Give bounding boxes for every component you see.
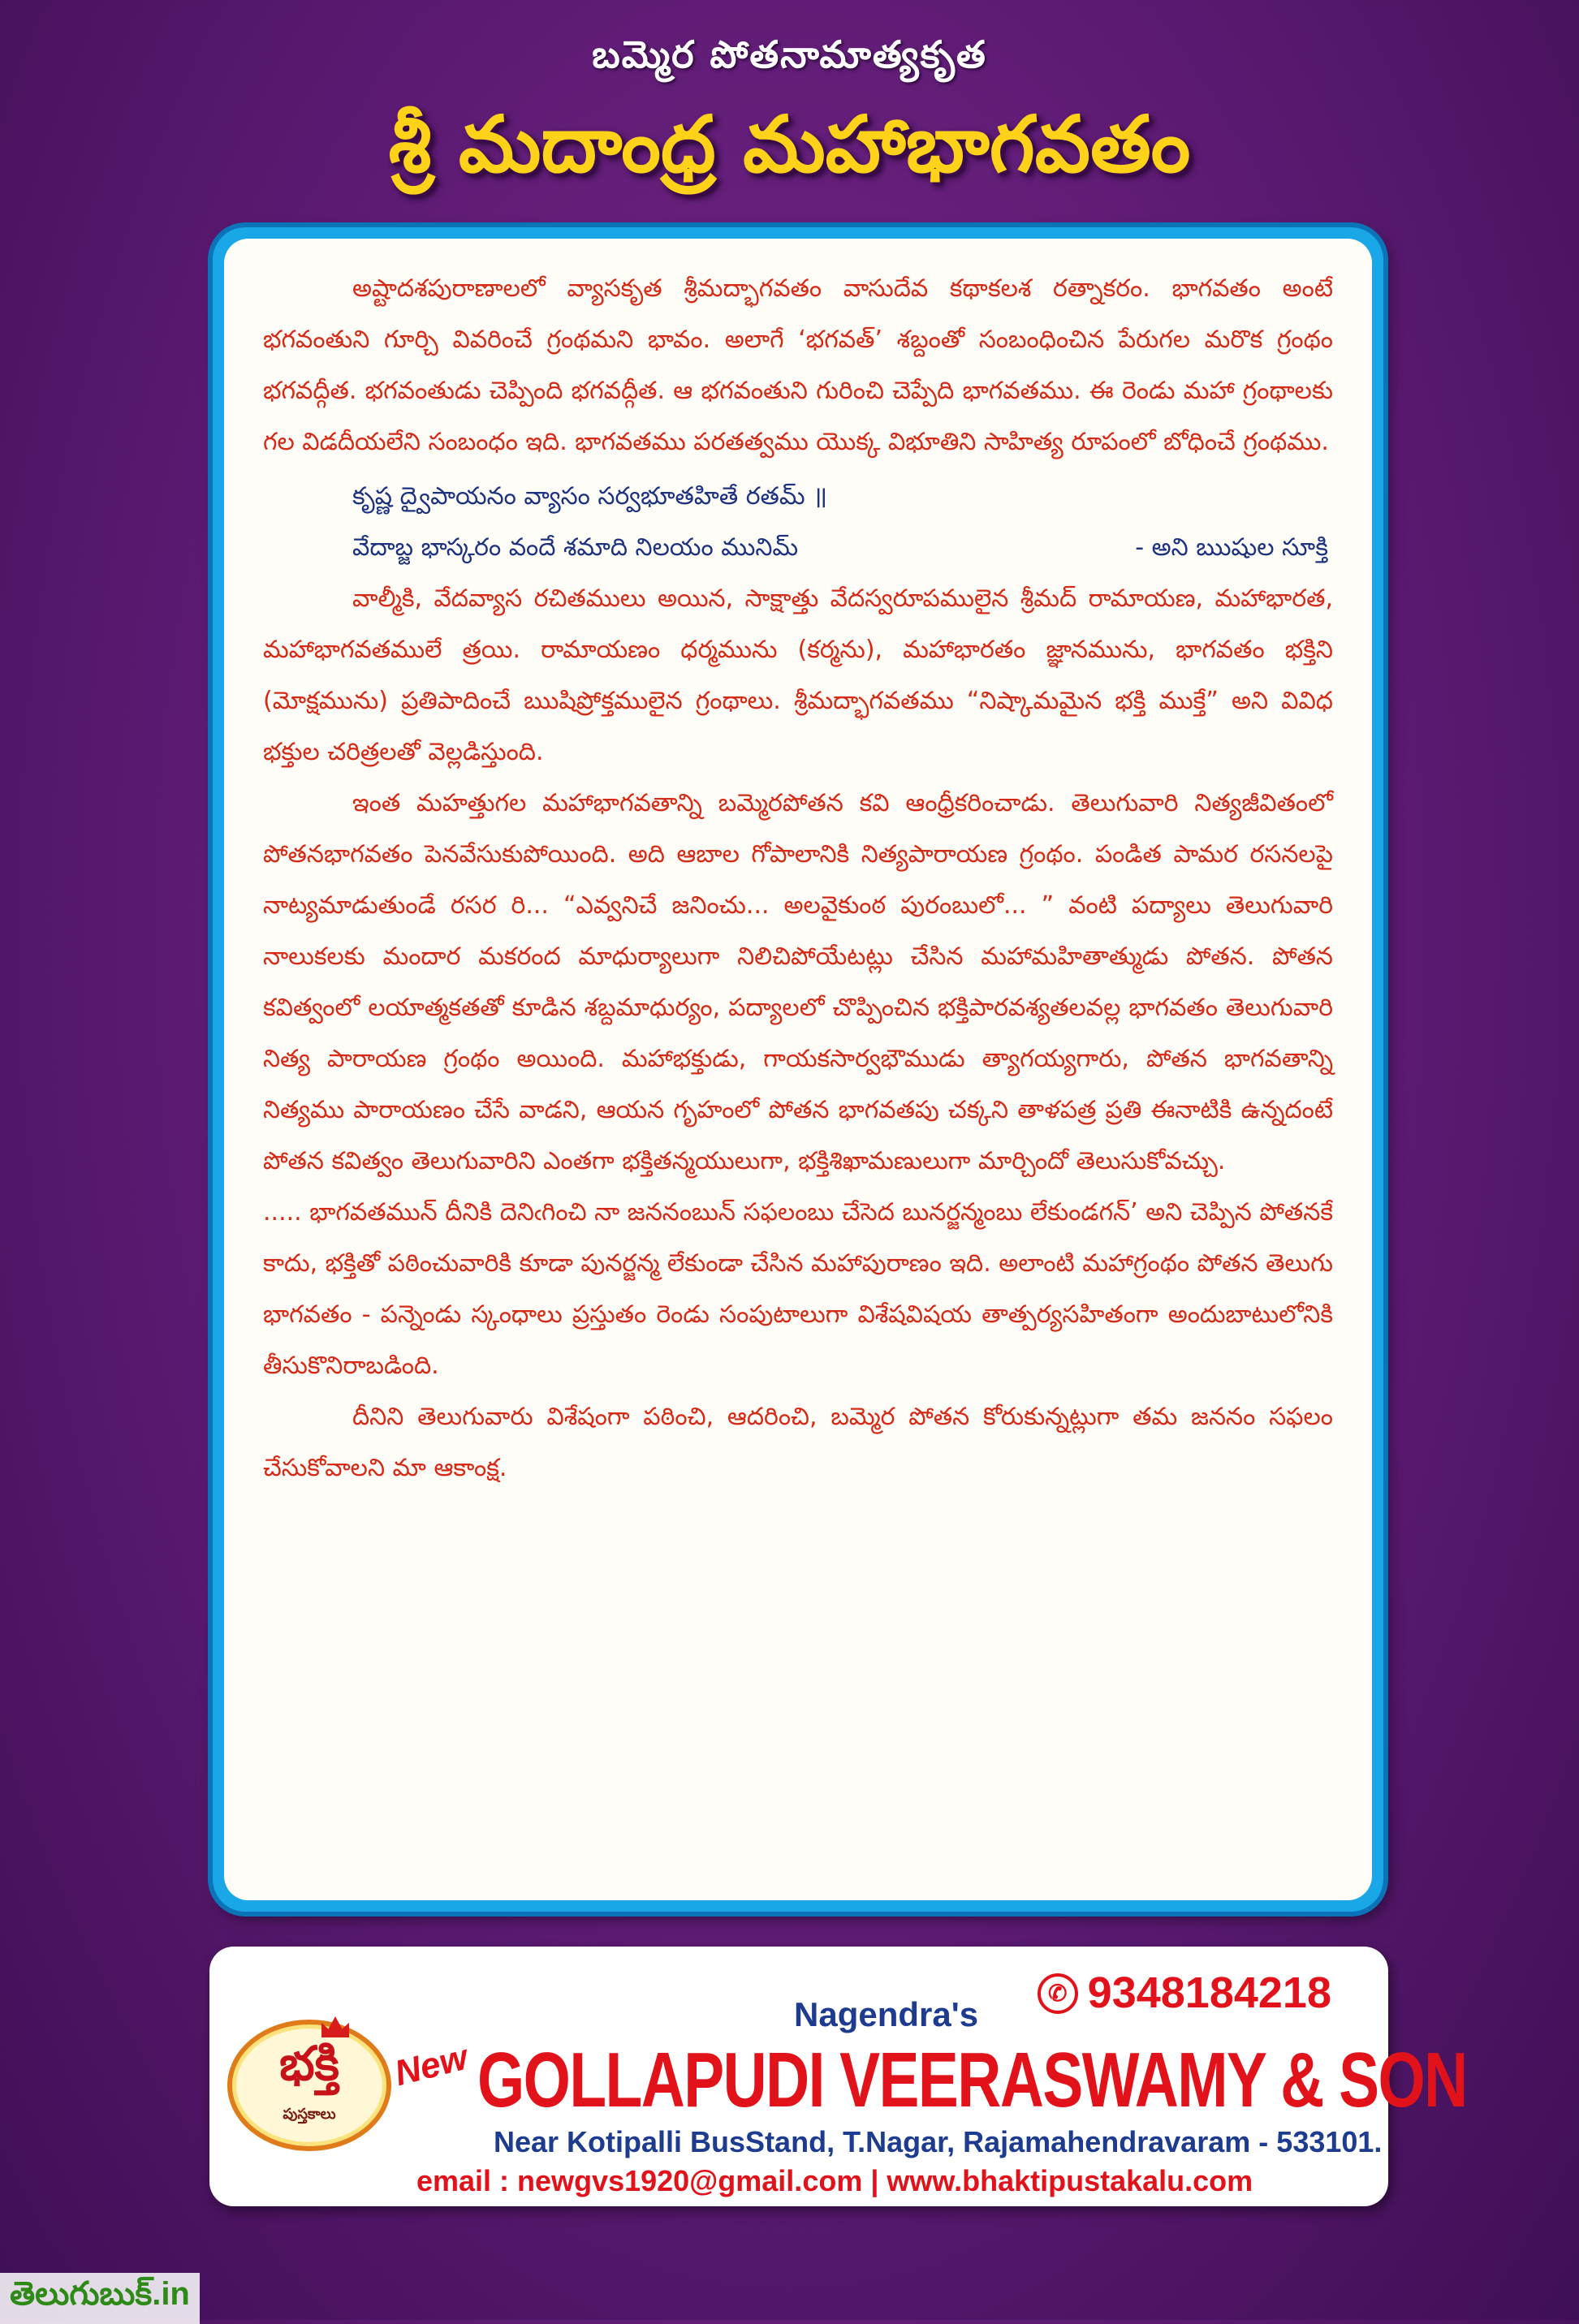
site-watermark: తెలుగుబుక్.in bbox=[0, 2273, 200, 2324]
bhakti-logo bbox=[227, 2020, 391, 2151]
sanskrit-verse bbox=[352, 471, 1333, 573]
paragraph-3: ఇంత మహత్తుగల మహాభాగవతాన్ని బమ్మెరపోతన కవి ఆంధ్రీకరించాడు. తెలుగువారి నిత్యజీవితంలో పోతనభాగవతం పెనవేసుకుపోయింది. అది ఆబాల గోపాలానికి నిత్యపారాయణ గ్రంథం. పండిత పామర రసనలపై నాట్యమాడుతుండే రసర రి... “ఎవ్వనిచే జనించు... అలవైకుంఠ పురంబులో... ” వంటి పద్యాలు తెలుగువారి నాలుకలకు మందార మకరంద మాధుర్యాలుగా నిలిచిపోయేటట్లు చేసిన మహామహితాత్ముడు పోతన. పోతన కవిత్వంలో లయాత్మకతతో కూడిన శబ్దమాధుర్యం, పద్యాలలో చొప్పించిన భక్తిపారవశ్యతలవల్ల భాగవతం తెలుగువారి నిత్య పారాయణ గ్రంథం అయింది. మహాభక్తుడు, గాయకసార్వభౌముడు త్యాగయ్యగారు, పోతన భాగవతాన్ని నిత్యము పారాయణం చేసే వాడని, ఆయన గృహంలో పోతన భాగవతపు చక్కని తాళపత్ర ప్రతి ఈనాటికి ఉన్నదంటే పోతన కవిత్వం తెలుగువారిని ఎంతగా భక్తితన్మయులుగా, భక్తిశిఖామణులుగా మార్చిందో తెలుసుకోవచ్చు. bbox=[263, 789, 1333, 1175]
logo-subtext: పుస్తకాలు bbox=[283, 2106, 336, 2123]
phone-icon: ✆ bbox=[1038, 1973, 1078, 2014]
book-subtitle: బమ్మెర పోతనామాత్యకృత bbox=[592, 32, 987, 76]
publisher-name: GOLLAPUDI VEERASWAMY & SON bbox=[477, 2037, 1467, 2124]
verse-line-1: కృష్ణ ద్వైపాయనం వ్యాసం సర్వభూతహితే రతమ్ ॥ bbox=[352, 482, 828, 511]
paragraph-5: దీనిని తెలుగువారు విశేషంగా పఠించి, ఆదరించి, బమ్మెర పోతన కోరుకున్నట్లుగా తమ జననం సఫలం చేసుకోవాలని మా ఆకాంక్ష. bbox=[263, 1403, 1333, 1482]
logo-text: భక్తి bbox=[279, 2036, 339, 2091]
paragraph-2: వాల్మీకి, వేదవ్యాస రచితములు అయిన, సాక్షాత్తు వేదస్వరూపములైన శ్రీమద్ రామాయణ, మహాభారత, మహాభాగవతములే త్రయి. రామాయణం ధర్మమును (కర్మను), మహాభారతం జ్ఞానమును, భాగవతం భక్తిని (మోక్షమును) ప్రతిపాదించే ఋషిప్రోక్తములైన గ్రంథాలు. శ్రీమద్భాగవతము “నిష్కామమైన భక్తి ముక్తే” అని వివిధ భక్తుల చరిత్రలతో వెల్లడిస్తుంది. bbox=[263, 584, 1333, 766]
paragraph-1: అష్టాదశపురాణాలలో వ్యాసకృత శ్రీమద్భాగవతం వాసుదేవ కథాకలశ రత్నాకరం. భాగవతం అంటే భగవంతుని గూర్చి వివరించే గ్రంథమని భావం. అలాగే ‘భగవత్’ శబ్దంతో సంబంధించిన పేరుగల మరొక గ్రంథం భగవద్గీత. భగవంతుడు చెప్పింది భగవద్గీత. ఆ భగవంతుని గురించి చెప్పేది భాగవతము. ఈ రెండు మహా గ్రంథాలకు గల విడదీయలేని సంబంధం ఇది. భాగవతము పరతత్వము యొక్క విభూతిని సాహిత్య రూపంలో బోధించే గ్రంథము. bbox=[263, 274, 1333, 456]
book-title: శ్రీ మదాంధ్ర మహాభాగవతం bbox=[388, 99, 1191, 190]
verse-attribution: - అని ఋషుల సూక్తి bbox=[1135, 533, 1328, 562]
phone-number-text: 9348184218 bbox=[1087, 1968, 1331, 2017]
owner-name: Nagendra's bbox=[794, 1995, 979, 2033]
verse-line-2 bbox=[352, 522, 1333, 573]
paragraph-4: ..... భాగవతమున్ దీనికి దెనిఁగించి నా జననంబున్ సఫలంబు చేసెద బునర్జన్మంబు లేకుండగన్’ అని చెప్పిన పోతనకే కాదు, భక్తితో పఠించువారికి కూడా పునర్జన్మ లేకుండా చేసిన మహాపురాణం ఇది. అలాంటి మహాగ్రంథం పోతన తెలుగు భాగవతం - పన్నెండు స్కంధాలు ప్రస్తుతం రెండు సంపుటాలుగా విశేషవిషయ తాత్పర్యసహితంగా అందుబాటులోనికి తీసుకొనిరాబడింది. bbox=[263, 1198, 1333, 1380]
phone-number bbox=[1038, 1968, 1331, 2018]
crown-icon bbox=[321, 2016, 349, 2037]
verse-line-2-text: వేదాబ్జ భాస్కరం వందే శమాది నిలయం మునిమ్ bbox=[352, 533, 799, 562]
publisher-banner bbox=[209, 1947, 1467, 2206]
publisher-address: Near Kotipalli BusStand, T.Nagar, Rajamahendravaram - 533101. bbox=[494, 2125, 1383, 2158]
description-frame bbox=[213, 227, 1383, 1912]
cover-header bbox=[0, 32, 1579, 209]
description-text bbox=[224, 239, 1372, 1900]
publisher-contact: email : newgvs1920@gmail.com | www.bhaktipustakalu.com bbox=[416, 2164, 1253, 2197]
new-label: New bbox=[390, 2037, 472, 2094]
